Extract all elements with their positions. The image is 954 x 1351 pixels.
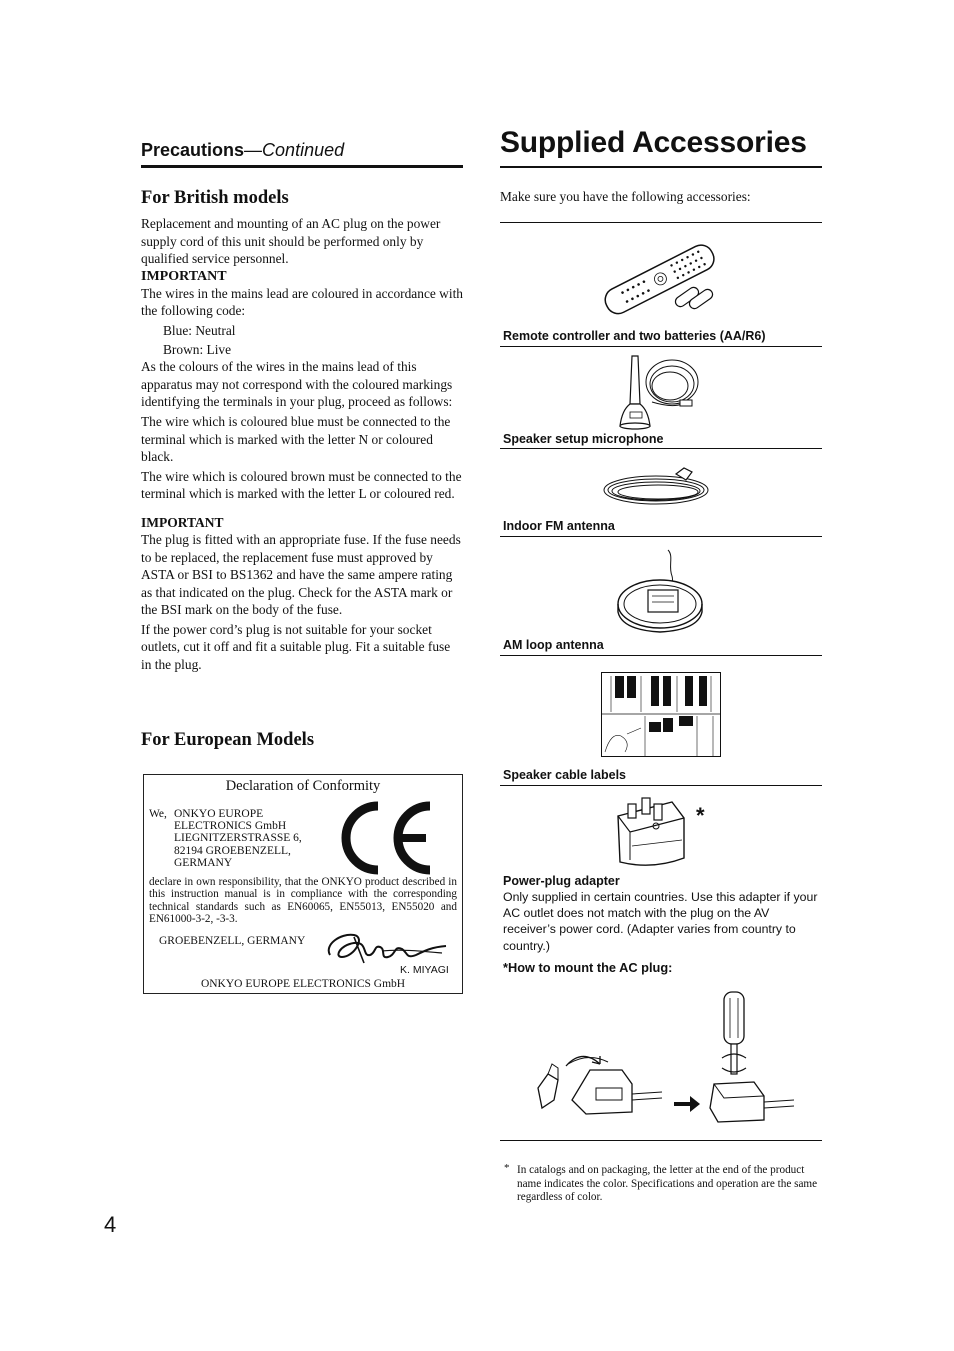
item-label-am-antenna: AM loop antenna xyxy=(503,638,604,652)
signature-icon xyxy=(320,927,452,967)
section-header xyxy=(141,140,463,161)
fm-antenna-icon xyxy=(600,464,720,508)
section-header-title: Precautions xyxy=(141,140,245,160)
batteries-icon xyxy=(673,285,714,310)
important-label-1: IMPORTANT xyxy=(141,268,227,284)
declaration-we: We, xyxy=(149,808,167,820)
brown-code: Brown: Live xyxy=(163,341,232,357)
fuse-text: The plug is fitted with an appropriate fuse. If the fuse needs to be replaced, the replacement fuse must approved by ASTA or BSI to BS1362 and have the same ampere rating as that indicated on the plug. Check for the ASTA mark or the BSI mark on the body of the fuse. xyxy=(141,531,461,618)
adapter-label: Power-plug adapter xyxy=(503,874,620,888)
am-loop-antenna-icon xyxy=(612,546,708,636)
colours-text: As the colours of the wires in the mains lead of this apparatus may not correspond with the coloured markings identifying the terminals in your plug, proceed as follows: xyxy=(141,359,453,410)
item-label-microphone: Speaker setup microphone xyxy=(503,432,664,446)
blue-wire-text: The wire which is coloured blue must be connected to the terminal which is marked with the letter N or coloured black. xyxy=(141,413,451,465)
declaration-title: Declaration of Conformity xyxy=(225,778,381,794)
mount-heading: *How to mount the AC plug: xyxy=(503,959,673,975)
wires-text: The wires in the mains lead are coloured in accordance with the following code: xyxy=(141,285,463,319)
declaration-place: GROEBENZELL, GERMANY xyxy=(159,935,306,947)
accessories-intro: Make sure you have the following accessories: xyxy=(500,189,751,204)
plug-before-icon xyxy=(538,1057,662,1114)
plug-after-icon xyxy=(710,1082,794,1122)
item-label-remote: Remote controller and two batteries (AA/R6) xyxy=(503,329,766,343)
socket-text: If the power cord’s plug is not suitable for your socket outlets, cut it off and fit a suitable plug. Fit a suitable fuse in the plug. xyxy=(141,621,451,673)
mount-ac-plug-illustration xyxy=(528,988,794,1128)
speaker-cable-labels-icon xyxy=(601,672,721,757)
divider xyxy=(500,448,822,449)
european-heading: For European Models xyxy=(141,730,315,750)
declaration-company: ONKYO EUROPE ELECTRONICS GmbH xyxy=(200,978,406,990)
declaration-box xyxy=(143,774,463,994)
page-number: 4 xyxy=(104,1212,117,1237)
item-label-cable-labels: Speaker cable labels xyxy=(503,768,626,782)
important-label-2: IMPORTANT xyxy=(141,514,224,530)
british-heading: For British models xyxy=(141,188,289,208)
adapter-description: Only supplied in certain countries. Use this adapter if your AC outlet does not match with the plug on the AV receiver’s power cord. (Adapter varies from country to country.) xyxy=(503,890,818,953)
power-plug-adapter-icon xyxy=(612,796,688,872)
signer-name: K. MIYAGI xyxy=(400,964,449,976)
footnote-text: In catalogs and on packaging, the letter at the end of the product name indicates the color. Specifications and operation are the same regardless of color. xyxy=(517,1164,818,1204)
page-title: Supplied Accessories xyxy=(500,126,807,159)
item-label-fm-antenna: Indoor FM antenna xyxy=(503,519,615,533)
divider xyxy=(500,785,822,786)
divider xyxy=(500,346,822,347)
divider xyxy=(500,655,822,656)
section-header-continued: —Continued xyxy=(244,140,345,160)
divider xyxy=(500,1140,822,1141)
brown-wire-text: The wire which is coloured brown must be connected to the terminal which is marked with the letter L or coloured red. xyxy=(141,468,462,502)
header-rule xyxy=(141,165,463,168)
microphone-icon xyxy=(612,352,704,432)
adapter-asterisk: * xyxy=(696,803,705,828)
divider xyxy=(500,222,822,223)
divider xyxy=(500,536,822,537)
british-section xyxy=(141,215,463,674)
ce-mark-icon xyxy=(332,799,440,877)
screwdriver-icon xyxy=(722,992,746,1074)
arrow-right-icon xyxy=(674,1096,700,1112)
declaration-address: ONKYO EUROPE ELECTRONICS GmbH LIEGNITZERSTRASSE 6, 82194 GROEBENZELL, GERMANY xyxy=(174,808,302,869)
blue-code: Blue: Neutral xyxy=(163,322,236,338)
adapter-section xyxy=(503,873,821,975)
british-intro: Replacement and mounting of an AC plug on the power supply cord of this unit should be performed only by qualified service personnel. xyxy=(141,216,441,267)
title-rule xyxy=(500,166,822,168)
footnote-mark: * xyxy=(504,1162,510,1174)
remote-controller-icon xyxy=(598,238,722,320)
declaration-text: declare in own responsibility, that the ONKYO product described in this instruction manual is in compliance with the corresponding technical standards such as EN60065, EN55013, EN55020 and EN61000-3-2, -3-3. xyxy=(149,876,457,926)
